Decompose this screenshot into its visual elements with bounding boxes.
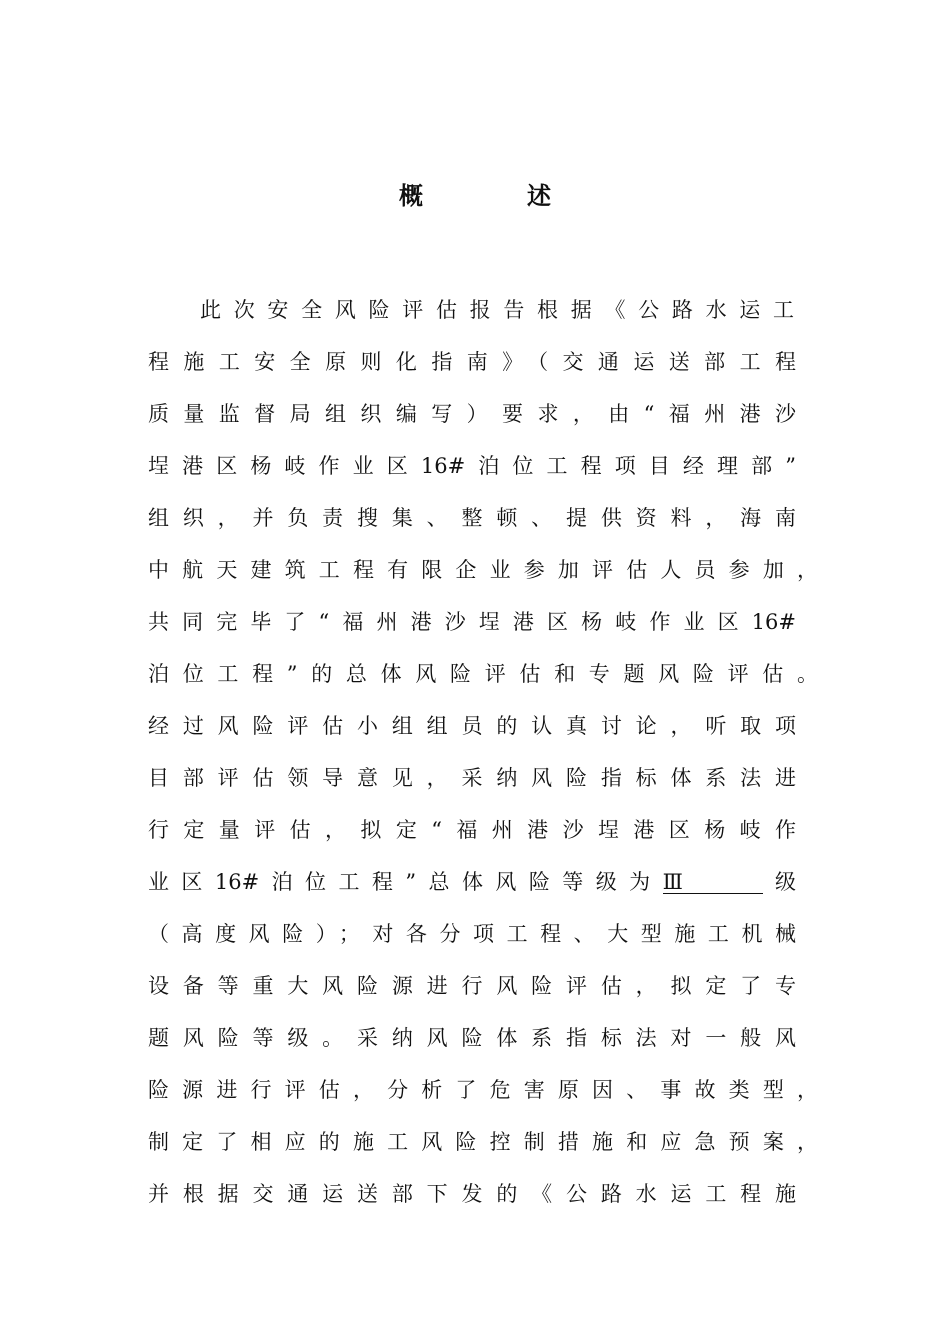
paragraph-line: 题风险等级。采纳风险体系指标法对一般风 (148, 1026, 796, 1050)
paragraph-line: 经过风险评估小组组员的认真讨论，听取项 (148, 714, 796, 738)
paragraph-line: 共同完毕了“福州港沙埕港区杨岐作业区16# (148, 610, 796, 634)
risk-grade-suffix: 级 (762, 870, 796, 894)
paragraph-line: 制定了相应的施工风险控制措施和应急预案， (148, 1130, 818, 1154)
paragraph-line: （高度风险）；对各分项工程、大型施工机械 (148, 922, 796, 946)
paragraph-line: 险源进行评估，分析了危害原因、事故类型， (148, 1078, 818, 1102)
paragraph-line: 程施工安全原则化指南》（交通运送部工程 (148, 350, 796, 374)
risk-grade-prefix: 业区16#泊位工程”总体风险等级为 (148, 870, 663, 894)
risk-grade-line (148, 862, 796, 902)
paragraph-line: 此次安全风险评估报告根据《公路水运工 (200, 298, 794, 322)
paragraph-line: 质量监督局组织编写）要求，由“福州港沙 (148, 402, 796, 426)
paragraph-line: 组织，并负责搜集、整顿、提供资料，海南 (148, 506, 796, 530)
paragraph-line: 目部评估领导意见，采纳风险指标体系法进 (148, 766, 796, 790)
paragraph-line: 中航天建筑工程有限企业参加评估人员参加， (148, 558, 818, 582)
paragraph-line: 行定量评估，拟定“福州港沙埕港区杨岐作 (148, 818, 796, 842)
paragraph-line: 泊位工程”的总体风险评估和专题风险评估。 (148, 662, 818, 686)
paragraph-line: 埕港区杨岐作业区16#泊位工程项目经理部” (148, 454, 796, 478)
paragraph-line: 并根据交通运送部下发的《公路水运工程施 (148, 1182, 796, 1206)
page-title: 概 述 (399, 181, 591, 210)
risk-grade-value: Ⅲ (663, 871, 763, 894)
paragraph-line: 设备等重大风险源进行风险评估，拟定了专 (148, 974, 796, 998)
